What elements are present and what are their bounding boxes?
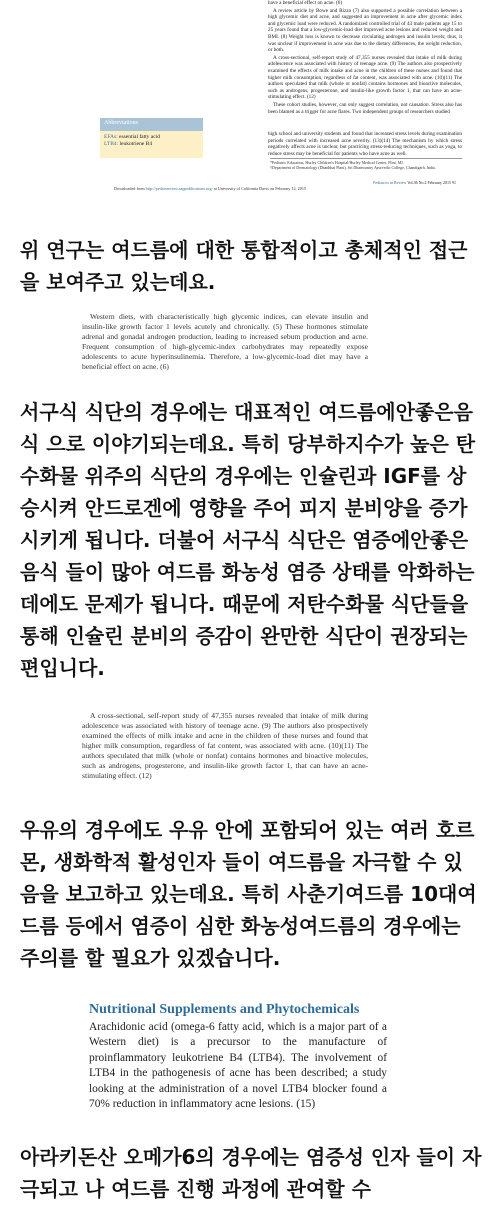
journal-name: Pediatrics in Review xyxy=(373,180,407,185)
paper-paragraph: These cohort studies, however, can only suggest correlation, not causation. Stress also has been blamed as a trigger for acne flares. Two independent groups of researchers studied xyxy=(268,101,462,115)
paper-paragraph: A review article by Bowe and Rizzo (7) also supported a possible correlation between a high glycemic diet and acne, and suggested an improvement in acne after glycemic index and glycemic load were reduced. A randomized controlled trial of 43 male patients age 15 to 25 years found that a low-glycemic-load diet improved acne lesions and reduced weight and BMI. (8) Weight loss is known to decrease circulating androgen and insulin levels; thus, it was unclear if improvement in acne was due to the dietary differences, the weight reduction, or both. xyxy=(268,7,462,54)
footnote: *Pediatric Education, Hurley Children's Hospital/Hurley Medical Center, Flint, MI. xyxy=(270,160,404,165)
body-paragraph: 우유의 경우에도 우유 안에 포함되어 있는 여러 호르몬, 생화학적 활성인자 들이 여드름을 자극할 수 있음을 보고하고 있는데요. 특히 사춘기여드름 10대여드름 등에서 염증이 심한 화농성여드름의 경우에는 주의를 할 필요가 있겠습니다. xyxy=(20,818,477,970)
download-link[interactable]: http://pedsinreview.aappublications.org/ xyxy=(145,186,213,191)
abbreviations-heading: Abbreviations xyxy=(100,118,203,131)
abbreviations-list xyxy=(100,131,203,151)
paper-page-clip xyxy=(100,0,462,195)
journal-issue: Vol.36 No.2 February 2015 xyxy=(407,180,451,185)
paper-column-right xyxy=(268,0,462,116)
abbreviation-term: EFAs: xyxy=(104,134,118,140)
paper-wrapped-paragraph xyxy=(268,131,462,157)
paper-paragraph-continued: high school and university students and found that increased stress levels during examination periods correlated with increased acne severity. (13)(14) The mechanism by which stress negatively affects acne is unclear, but practicing stress-reducing techniques, such as yoga, to reduce stress may be beneficial for patients who have acne as well. xyxy=(268,131,462,157)
footnote-divider xyxy=(270,158,462,159)
download-notice xyxy=(114,186,462,191)
excerpt-supplements xyxy=(89,1001,387,1112)
abbreviation-term: LTB4: xyxy=(104,141,119,147)
excerpt-milk-study xyxy=(82,711,368,781)
abbreviation-definition: essential fatty acid xyxy=(119,134,160,140)
body-paragraph: 서구식 식단의 경우에는 대표적인 여드름에안좋은음식 으로 이야기되는데요. 특히 당부하지수가 높은 탄수화물 위주의 식단의 경우에는 인슐린과 IGF를 상승시켜 안드로겐에 영향을 주어 피지 분비양을 증가시키게 됩니다. 더불어 서구식 식단은 염증에안좋은음식 들이 많아 여드름 화농성 염증 상태를 악화하는데에도 문제가 됩니다. 때문에 저탄수화물 식단들을 통해 인슐린 분비의 증감이 완만한 식단이 권장되는 편입니다. xyxy=(20,400,476,680)
footnotes xyxy=(270,160,462,170)
paper-line: have a beneficial effect on acne. (6) xyxy=(268,0,343,6)
body-paragraph: 위 연구는 여드름에 대한 통합적이고 총체적인 접근을 보여주고 있는데요. xyxy=(20,238,468,294)
excerpt-text: Western diets, with characteristically high glycemic indices, can elevate insulin and insulin-like growth factor 1 levels acutely and chronically. (5) These hormones stimulate adrenal and gonadal androgen production, leading to increased sebum production and acne. Frequent consumption of high-glycemic-index carbohydrates may repeatedly expose adolescents to acute hyperinsulinemia. Therefore, a low-glycemic-load diet may have a beneficial effect on acne. (6) xyxy=(82,312,368,371)
abbreviation-item xyxy=(104,134,199,141)
excerpt-western-diet xyxy=(82,312,368,372)
excerpt-text: A cross-sectional, self-report study of 47,355 nurses revealed that intake of milk during adolescence was associated with history of teenage acne. (9) The authors also prospectively examined the effects of milk intake and acne in the children of these nurses and found that higher milk consumption, regardless of fat content, was associated with acne. (10)(11) The authors speculated that milk (whole or nonfat) contains hormones and bioactive molecules, such as androgens, progesterone, and insulin-like growth factor 1, that can have an acne-stimulating effect. (12) xyxy=(82,711,368,780)
abbreviations-box xyxy=(100,118,203,158)
paper-paragraph: A cross-sectional, self-report study of 47,355 nurses revealed that intake of milk during adolescence was associated with history of teenage acne. (9) The authors also prospectively examined the effects of milk intake and acne in the children of these nurses and found that higher milk consumption, regardless of fat content, was associated with acne. (10)(11) The authors speculated that milk (whole or nonfat) contains hormones and bioactive molecules, such as androgens, progesterone, and insulin-like growth factor 1, that can have an acne-stimulating effect. (12) xyxy=(268,54,462,101)
excerpt-text: Arachidonic acid (omega-6 fatty acid, which is a major part of a Western diet) is a precursor to the manufacture of proinflammatory leukotriene B4 (LTB4). The involvement of LTB4 in the pathogenesis of acne has been described; a study looking at the administration of a novel LTB4 blocker found a 70% reduction in inflammatory acne lesions. (15) xyxy=(89,1021,387,1111)
download-suffix: at University of California Davis on February 12, 2015 xyxy=(213,186,307,191)
footnote: †Department of Dermatology (Dhanbhai Plant), Sri Dhanwantry Ayurvedic College, Chandigarh, India. xyxy=(270,165,436,171)
abbreviation-definition: leukotriene B4 xyxy=(119,141,153,147)
excerpt-heading: Nutritional Supplements and Phytochemicals xyxy=(89,1002,360,1017)
body-paragraph: 아라키돈산 오메가6의 경우에는 염증성 인자 들이 자극되고 나 여드름 진행 과정에 관여할 수 xyxy=(20,1145,482,1201)
journal-reference xyxy=(373,180,456,185)
download-prefix: Downloaded from xyxy=(114,186,145,191)
abbreviation-item xyxy=(104,141,199,148)
journal-page: 91 xyxy=(452,180,456,185)
